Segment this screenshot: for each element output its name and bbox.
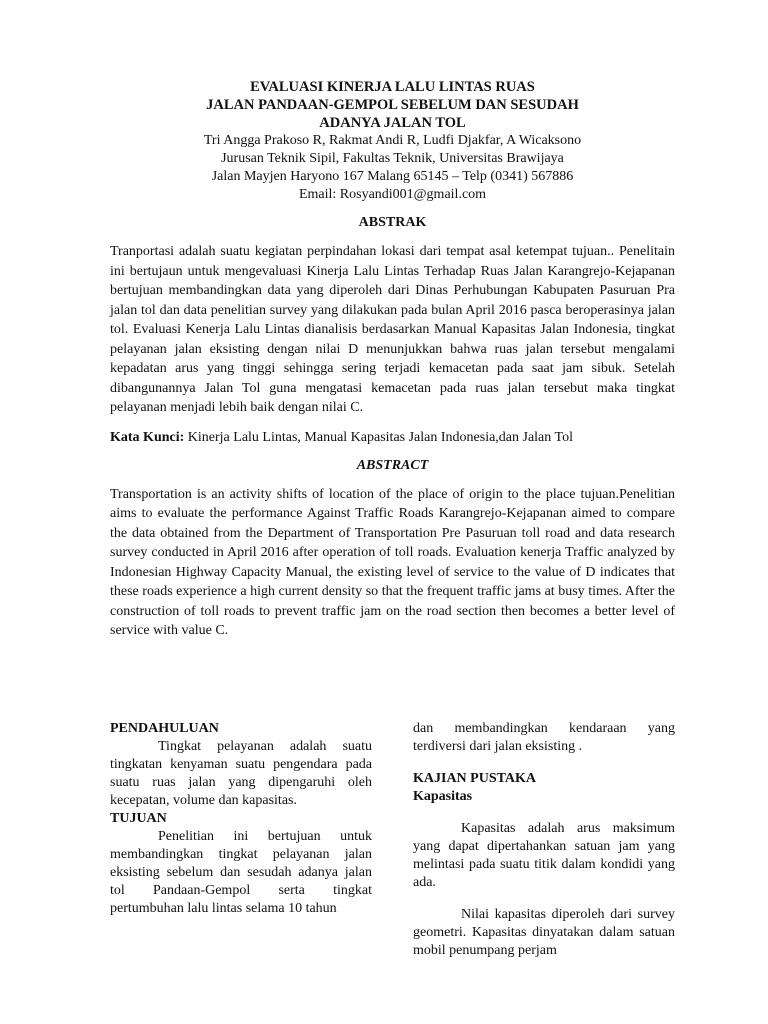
tujuan-heading: TUJUAN (110, 811, 167, 826)
keywords-label: Kata Kunci: (110, 429, 185, 445)
abstrak-heading: ABSTRAK (358, 215, 427, 230)
pendahuluan-text: Tingkat pelayanan adalah suatu tingkatan kenyaman suatu pengendara pada suatu ruas jalan yang dipengaruhi oleh kecepatan, volume dan kapasitas. (110, 739, 372, 808)
author-block (110, 132, 675, 204)
keywords-text: Kinerja Lalu Lintas, Manual Kapasitas Jalan Indonesia,dan Jalan Tol (184, 429, 573, 445)
abstrak-text: Tranportasi adalah suatu kegiatan perpindahan lokasi dari tempat asal ketempat tujuan.. Penelitain ini bertujaun untuk mengevaluasi Kinerja Lalu Lintas Terhadap Ruas Jalan Karangrejo-Kejapanan bertujuan membandingkan data yang diperoleh dari Dinas Perhubungan Kabupaten Pasuruan Pra jalan tol dan data penelitian survey yang dilakukan pada bulan April 2016 pasca beroperasinya jalan tol. Evaluasi Kenerja Lalu Lintas dianalisis berdasarkan Manual Kapasitas Jalan Indonesia, tingkat pelayanan jalan eksisting dengan nilai D menunjukkan bahwa ruas jalan tersebut mengalami kepadatan arus yang tinggi sehingga sering terjadi kemacetan pada saat jam sibuk. Setelah dibangunannya Jalan Tol guna mengatasi kemacetan pada ruas jalan tersebut maka tingkat pelayanan menjadi lebih baik dengan nilai C. (110, 244, 675, 415)
email: Email: Rosyandi001@gmail.com (298, 187, 487, 202)
abstract-text: Transportation is an activity shifts of location of the place of origin to the place tujuan.Penelitian aims to evaluate the performance Against Traffic Roads Karangrejo-Kejapanan aimed to compare the data obtained from the Department of Transportation Pre Pasuruan toll road and data research survey conducted in April 2016 after operation of toll roads. Evaluation kenerja Traffic analyzed by Indonesian Highway Capacity Manual, the existing level of service to the value of D indicates that these roads experience a high current density so that the frequent traffic jams at busy times. After the construction of toll roads to prevent traffic jam on the road section then becomes a better level of service with value C. (110, 486, 675, 638)
authors: Tri Angga Prakoso R, Rakmat Andi R, Ludfi Djakfar, A Wicaksono (203, 133, 582, 148)
abstract-heading: ABSTRACT (356, 457, 429, 473)
address: Jalan Mayjen Haryono 167 Malang 65145 – Telp (0341) 567886 (211, 169, 574, 184)
kapasitas-text-1: Kapasitas adalah arus maksimum yang dapat dipertahankan satuan jam yang melintasi pada suatu titik dalam kondidi yang ada. (413, 821, 675, 890)
kapasitas-heading: Kapasitas (413, 789, 473, 804)
paper-title-line-2: JALAN PANDAAN-GEMPOL SEBELUM DAN SESUDAH (206, 97, 579, 113)
keywords (110, 428, 675, 447)
tujuan-text: Penelitian ini bertujuan untuk membandingkan tingkat pelayanan jalan eksisting sebelum dan sesudah adanya jalan tol Pandaan-Gempol serta tingkat pertumbuhan lalu lintas selama 10 tahun (110, 829, 372, 916)
paper-header (110, 78, 675, 641)
left-column (110, 720, 372, 960)
pendahuluan-heading: PENDAHULUAN (110, 721, 219, 736)
two-column-body (110, 720, 675, 960)
affiliation: Jurusan Teknik Sipil, Fakultas Teknik, Universitas Brawijaya (221, 151, 564, 166)
paper-title-line-3: ADANYA JALAN TOL (319, 115, 466, 131)
right-column (413, 720, 675, 960)
kajian-pustaka-heading: KAJIAN PUSTAKA (413, 771, 537, 786)
paper-title-line-1: EVALUASI KINERJA LALU LINTAS RUAS (250, 79, 535, 95)
continuation-text: dan membandingkan kendaraan yang terdiversi dari jalan eksisting . (413, 721, 675, 754)
kapasitas-text-2: Nilai kapasitas diperoleh dari survey geometri. Kapasitas dinyatakan dalam satuan mobil penumpang perjam (413, 907, 675, 958)
